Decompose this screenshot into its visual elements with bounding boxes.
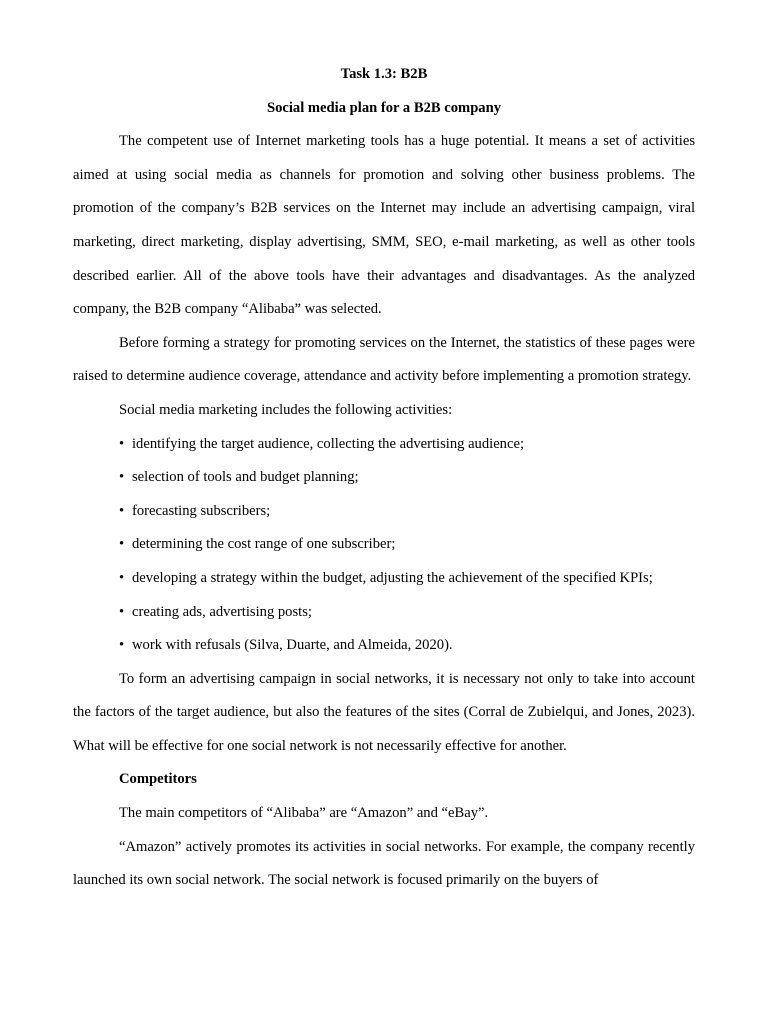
list-item-text: forecasting subscribers; [132, 502, 271, 519]
bullet-icon: • [119, 603, 125, 620]
list-item-text: identifying the target audience, collecting the advertising audience; [132, 435, 524, 452]
paragraph-activities-lead: Social media marketing includes the following activities: [119, 401, 453, 418]
activities-list [73, 428, 695, 663]
list-item [73, 528, 695, 562]
bullet-icon: • [119, 502, 125, 519]
list-item [73, 596, 695, 630]
bullet-icon: • [119, 637, 125, 654]
list-item-text: selection of tools and budget planning; [132, 469, 359, 486]
bullet-icon: • [119, 536, 125, 553]
list-item [73, 562, 695, 596]
bullet-icon: • [119, 469, 125, 486]
list-item-text: creating ads, advertising posts; [132, 603, 312, 620]
paragraph-amazon: “Amazon” actively promotes its activities in social networks. For example, the company recently launched its own social network. The social network is focused primarily on the buyers of [73, 838, 695, 889]
list-item-text: developing a strategy within the budget, adjusting the achievement of the specified KPIs; [132, 569, 653, 586]
competitors-heading: Competitors [119, 771, 197, 788]
list-item-text: determining the cost range of one subscriber; [132, 536, 396, 553]
list-item [73, 629, 695, 663]
bullet-icon: • [119, 569, 125, 586]
document-title: Social media plan for a B2B company [266, 99, 502, 116]
paragraph-intro: The competent use of Internet marketing tools has a huge potential. It means a set of activities aimed at using social media as channels for promotion and solving other business problems. The promotion of the company’s B2B services on the Internet may include an advertising campaign, viral marketing, direct marketing, display advertising, SMM, SEO, e-mail marketing, as well as other tools described earlier. All of the above tools have their advantages and disadvantages. As the analyzed company, the B2B company “Alibaba” was selected. [73, 133, 695, 318]
list-item [73, 461, 695, 495]
bullet-icon: • [119, 435, 125, 452]
paragraph-campaign: To form an advertising campaign in social networks, it is necessary not only to take into account the factors of the target audience, but also the features of the sites (Corral de Zubielqui, and Jones, 2023). What will be effective for one social network is not necessarily effective for another. [73, 670, 695, 754]
list-item [73, 428, 695, 462]
paragraph-statistics: Before forming a strategy for promoting services on the Internet, the statistics of these pages were raised to determine audience coverage, attendance and activity before implementing a promotion strategy. [73, 334, 695, 385]
paragraph-competitors: The main competitors of “Alibaba” are “Amazon” and “eBay”. [119, 805, 489, 822]
list-item [73, 495, 695, 529]
document-body [73, 58, 695, 898]
task-title: Task 1.3: B2B [340, 66, 428, 82]
list-item-text: work with refusals (Silva, Duarte, and Almeida, 2020). [132, 637, 453, 654]
